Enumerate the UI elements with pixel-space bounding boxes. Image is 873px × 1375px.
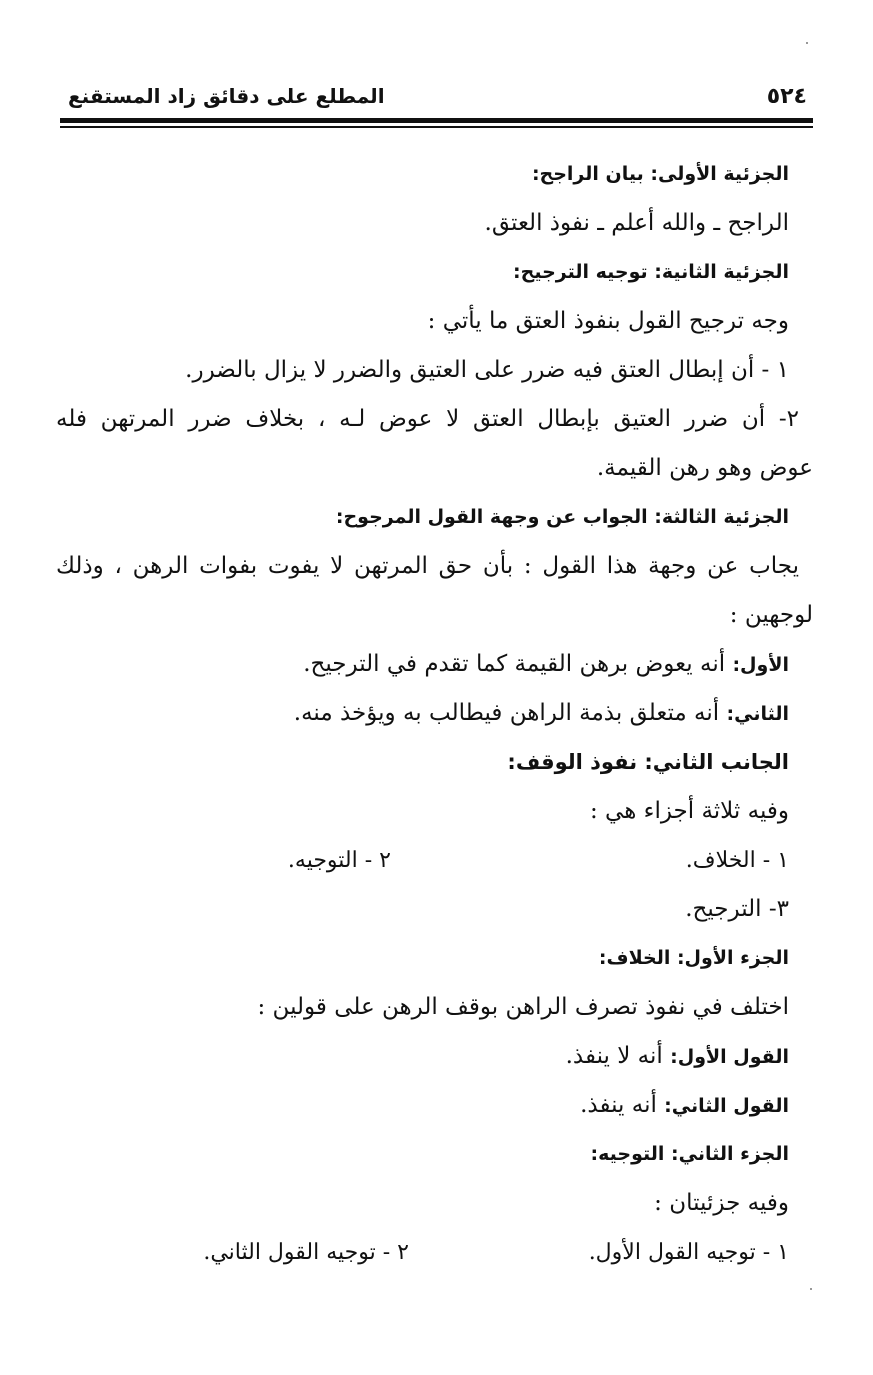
- opinion-label: القول الثاني:: [664, 1095, 789, 1117]
- page-number: ٥٢٤: [766, 84, 807, 109]
- two-column-list: [60, 1228, 789, 1277]
- point-text: أنه يعوض برهن القيمة كما تقدم في الترجيح.: [303, 651, 733, 677]
- paragraph-line: يجاب عن وجهة هذا القول : بأن حق المرتهن لا يفوت بفوات الرهن ، وذلك: [56, 553, 799, 579]
- page-body: [56, 150, 813, 1277]
- point-label: الثاني:: [726, 703, 789, 725]
- list-item: ٢ - التوجيه.: [287, 848, 391, 873]
- opinion-text: أنه ينفذ.: [580, 1092, 665, 1118]
- list-item: ٢ - توجيه القول الثاني.: [203, 1240, 409, 1265]
- list-item: ١ - توجيه القول الأول.: [588, 1240, 789, 1265]
- header-rule-thin: [60, 126, 813, 128]
- subsection-heading: الجزء الأول: الخلاف:: [598, 947, 789, 969]
- list-item: ١ - الخلاف.: [685, 848, 789, 873]
- list-item: ٣- الترجيح.: [685, 896, 789, 922]
- running-title: المطلع على دقائق زاد المستقنع: [68, 84, 385, 108]
- paragraph-line: وجه ترجيح القول بنفوذ العتق ما يأتي :: [427, 308, 789, 334]
- list-item: ١ - أن إبطال العتق فيه ضرر على العتيق والضرر لا يزال بالضرر.: [185, 357, 789, 383]
- list-item: ٢- أن ضرر العتيق بإبطال العتق لا عوض لـه ، بخلاف ضرر المرتهن فله: [56, 406, 799, 432]
- opinion-label: القول الأول:: [670, 1046, 789, 1068]
- opinion-first: [60, 1032, 789, 1081]
- section-heading: الجانب الثاني: نفوذ الوقف:: [507, 750, 789, 774]
- scan-speck: [810, 1288, 812, 1290]
- opinion-second: [60, 1081, 789, 1130]
- scan-speck: [806, 42, 808, 44]
- point-label: الأول:: [732, 654, 789, 676]
- point-second: [60, 689, 789, 738]
- point-text: أنه متعلق بذمة الراهن فيطالب به ويؤخذ منه.: [293, 700, 727, 726]
- paragraph-line: الراجح ـ والله أعلم ـ نفوذ العتق.: [484, 210, 789, 236]
- list-item-continuation: عوض وهو رهن القيمة.: [596, 455, 813, 481]
- point-first: [60, 640, 789, 689]
- paragraph-line: اختلف في نفوذ تصرف الراهن بوقف الرهن على قولين :: [257, 994, 789, 1020]
- subsection-heading: الجزئية الثانية: توجيه الترجيح:: [513, 261, 789, 283]
- page-header: [60, 78, 813, 118]
- subsection-heading: الجزئية الأولى: بيان الراجح:: [531, 163, 789, 185]
- two-column-list: [60, 836, 789, 885]
- paragraph-line: وفيه جزئيتان :: [654, 1190, 789, 1216]
- paragraph-continuation: لوجهين :: [729, 602, 813, 628]
- subsection-heading: الجزئية الثالثة: الجواب عن وجهة القول المرجوح:: [335, 506, 789, 528]
- paragraph-line: وفيه ثلاثة أجزاء هي :: [589, 798, 789, 824]
- opinion-text: أنه لا ينفذ.: [565, 1043, 671, 1069]
- subsection-heading: الجزء الثاني: التوجيه:: [590, 1143, 789, 1165]
- header-rule-thick: [60, 118, 813, 123]
